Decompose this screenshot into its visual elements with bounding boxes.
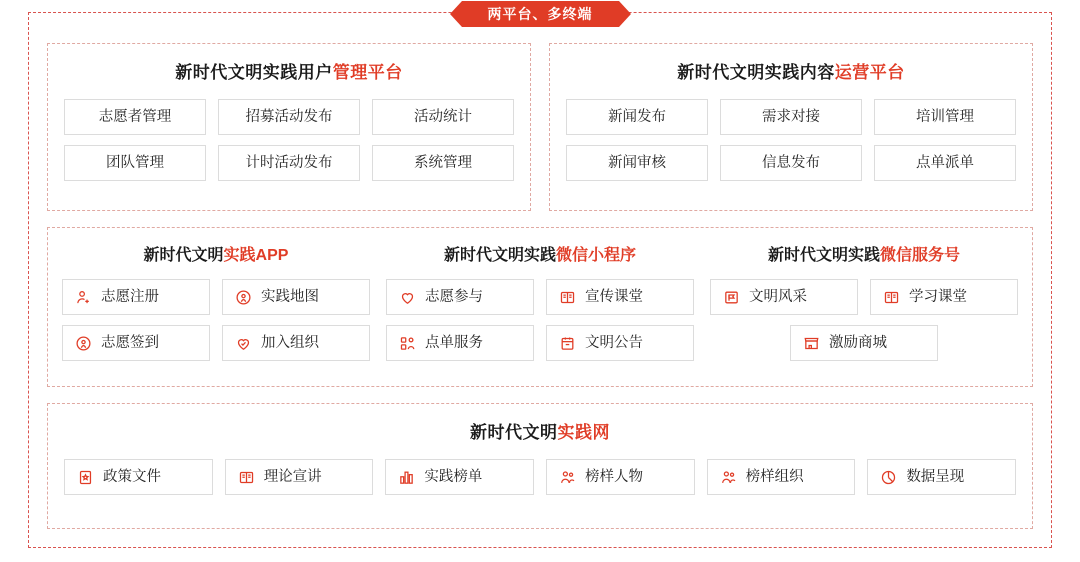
operation-items xyxy=(566,99,1016,181)
website-item-label: 榜样人物 xyxy=(585,469,643,485)
service-account-item[interactable] xyxy=(870,279,1018,315)
management-item[interactable]: 团队管理 xyxy=(64,145,206,181)
calendar-icon xyxy=(559,335,576,352)
people-icon xyxy=(720,469,737,486)
banner-wrapper xyxy=(29,1,1051,27)
terminal-group-miniprogram xyxy=(386,242,694,361)
group-title-miniprogram-plain: 新时代文明实践 xyxy=(443,247,556,264)
terminal-row xyxy=(47,227,1033,387)
panel-website xyxy=(47,403,1033,529)
website-item-label: 政策文件 xyxy=(103,469,162,485)
miniprogram-item[interactable] xyxy=(386,279,534,315)
diagram-rows xyxy=(47,43,1033,533)
website-row xyxy=(47,403,1033,529)
group-title-miniprogram-highlight: 微信小程序 xyxy=(556,247,637,264)
management-item[interactable]: 活动统计 xyxy=(372,99,514,135)
website-item[interactable] xyxy=(707,459,856,495)
operation-item[interactable]: 培训管理 xyxy=(874,99,1016,135)
website-items xyxy=(64,459,1016,495)
operation-item[interactable]: 信息发布 xyxy=(720,145,862,181)
app-item-label: 志愿签到 xyxy=(101,335,159,351)
website-item[interactable] xyxy=(546,459,695,495)
heart-icon xyxy=(399,289,416,306)
service-account-item-label: 激励商城 xyxy=(829,335,887,351)
book-icon xyxy=(883,289,900,306)
group-title-service-account xyxy=(710,242,1018,265)
group-title-service-account-highlight: 微信服务号 xyxy=(880,247,961,264)
miniprogram-item-label: 点单服务 xyxy=(425,335,483,351)
panel-title-operation-plain: 新时代文明实践内容 xyxy=(677,63,835,82)
service-account-item-label: 学习课堂 xyxy=(909,289,967,305)
management-item[interactable]: 计时活动发布 xyxy=(218,145,360,181)
user-add-icon xyxy=(75,289,92,306)
service-account-item-label: 文明风采 xyxy=(749,289,807,305)
operation-item[interactable]: 需求对接 xyxy=(720,99,862,135)
panel-title-website-plain: 新时代文明 xyxy=(470,423,558,442)
book-icon xyxy=(559,289,576,306)
pie-chart-icon xyxy=(880,469,897,486)
website-item-label: 实践榜单 xyxy=(424,469,483,485)
operation-item[interactable]: 新闻审核 xyxy=(566,145,708,181)
people-icon xyxy=(559,469,576,486)
group-title-service-account-plain: 新时代文明实践 xyxy=(767,247,880,264)
miniprogram-items xyxy=(386,279,694,361)
operation-item[interactable]: 新闻发布 xyxy=(566,99,708,135)
management-item[interactable]: 招募活动发布 xyxy=(218,99,360,135)
flag-board-icon xyxy=(723,289,740,306)
document-star-icon xyxy=(77,469,94,486)
app-item[interactable] xyxy=(222,325,370,361)
app-item[interactable] xyxy=(62,325,210,361)
grid-user-icon xyxy=(399,335,416,352)
website-item[interactable] xyxy=(64,459,213,495)
management-item[interactable]: 系统管理 xyxy=(372,145,514,181)
panel-terminals xyxy=(47,227,1033,387)
miniprogram-item-label: 文明公告 xyxy=(585,335,643,351)
bar-chart-icon xyxy=(398,469,415,486)
operation-item[interactable]: 点单派单 xyxy=(874,145,1016,181)
panel-title-operation xyxy=(566,58,1016,83)
terminal-groups xyxy=(62,242,1018,361)
heart-check-icon xyxy=(235,335,252,352)
app-item[interactable] xyxy=(62,279,210,315)
service-account-item[interactable] xyxy=(790,325,938,361)
website-item[interactable] xyxy=(867,459,1016,495)
panel-title-management-plain: 新时代文明实践用户 xyxy=(175,63,333,82)
app-item-label: 志愿注册 xyxy=(101,289,159,305)
website-item-label: 理论宣讲 xyxy=(263,469,322,485)
diagram-banner-title: 两平台、多终端 xyxy=(462,1,619,27)
miniprogram-item-label: 志愿参与 xyxy=(425,289,483,305)
platform-row xyxy=(47,43,1033,211)
group-title-miniprogram xyxy=(386,242,694,265)
app-items xyxy=(62,279,370,361)
map-pin-icon xyxy=(235,289,252,306)
panel-operation-platform xyxy=(549,43,1033,211)
panel-title-operation-highlight: 运营平台 xyxy=(834,63,905,82)
service-account-items xyxy=(710,279,1018,361)
management-item[interactable]: 志愿者管理 xyxy=(64,99,206,135)
miniprogram-item[interactable] xyxy=(386,325,534,361)
map-pin-icon xyxy=(75,335,92,352)
panel-title-management-highlight: 管理平台 xyxy=(332,63,403,82)
miniprogram-item-label: 宣传课堂 xyxy=(585,289,643,305)
website-item-label: 数据呈现 xyxy=(906,469,965,485)
terminal-group-app xyxy=(62,242,370,361)
diagram-container xyxy=(28,6,1052,548)
app-item[interactable] xyxy=(222,279,370,315)
website-item[interactable] xyxy=(225,459,374,495)
book-icon xyxy=(238,469,255,486)
app-item-label: 加入组织 xyxy=(261,335,319,351)
panel-management-platform xyxy=(47,43,531,211)
miniprogram-item[interactable] xyxy=(546,325,694,361)
management-items xyxy=(64,99,514,181)
shop-icon xyxy=(803,335,820,352)
group-title-app-highlight: 实践APP xyxy=(223,247,289,264)
miniprogram-item[interactable] xyxy=(546,279,694,315)
terminal-group-service-account xyxy=(710,242,1018,361)
app-item-label: 实践地图 xyxy=(261,289,319,305)
group-title-app xyxy=(62,242,370,265)
website-item-label: 榜样组织 xyxy=(745,469,804,485)
service-account-item[interactable] xyxy=(710,279,858,315)
group-title-app-plain: 新时代文明 xyxy=(143,247,224,264)
website-item[interactable] xyxy=(385,459,534,495)
panel-title-website-highlight: 实践网 xyxy=(557,423,610,442)
panel-title-website xyxy=(64,418,1016,443)
panel-title-management xyxy=(64,58,514,83)
